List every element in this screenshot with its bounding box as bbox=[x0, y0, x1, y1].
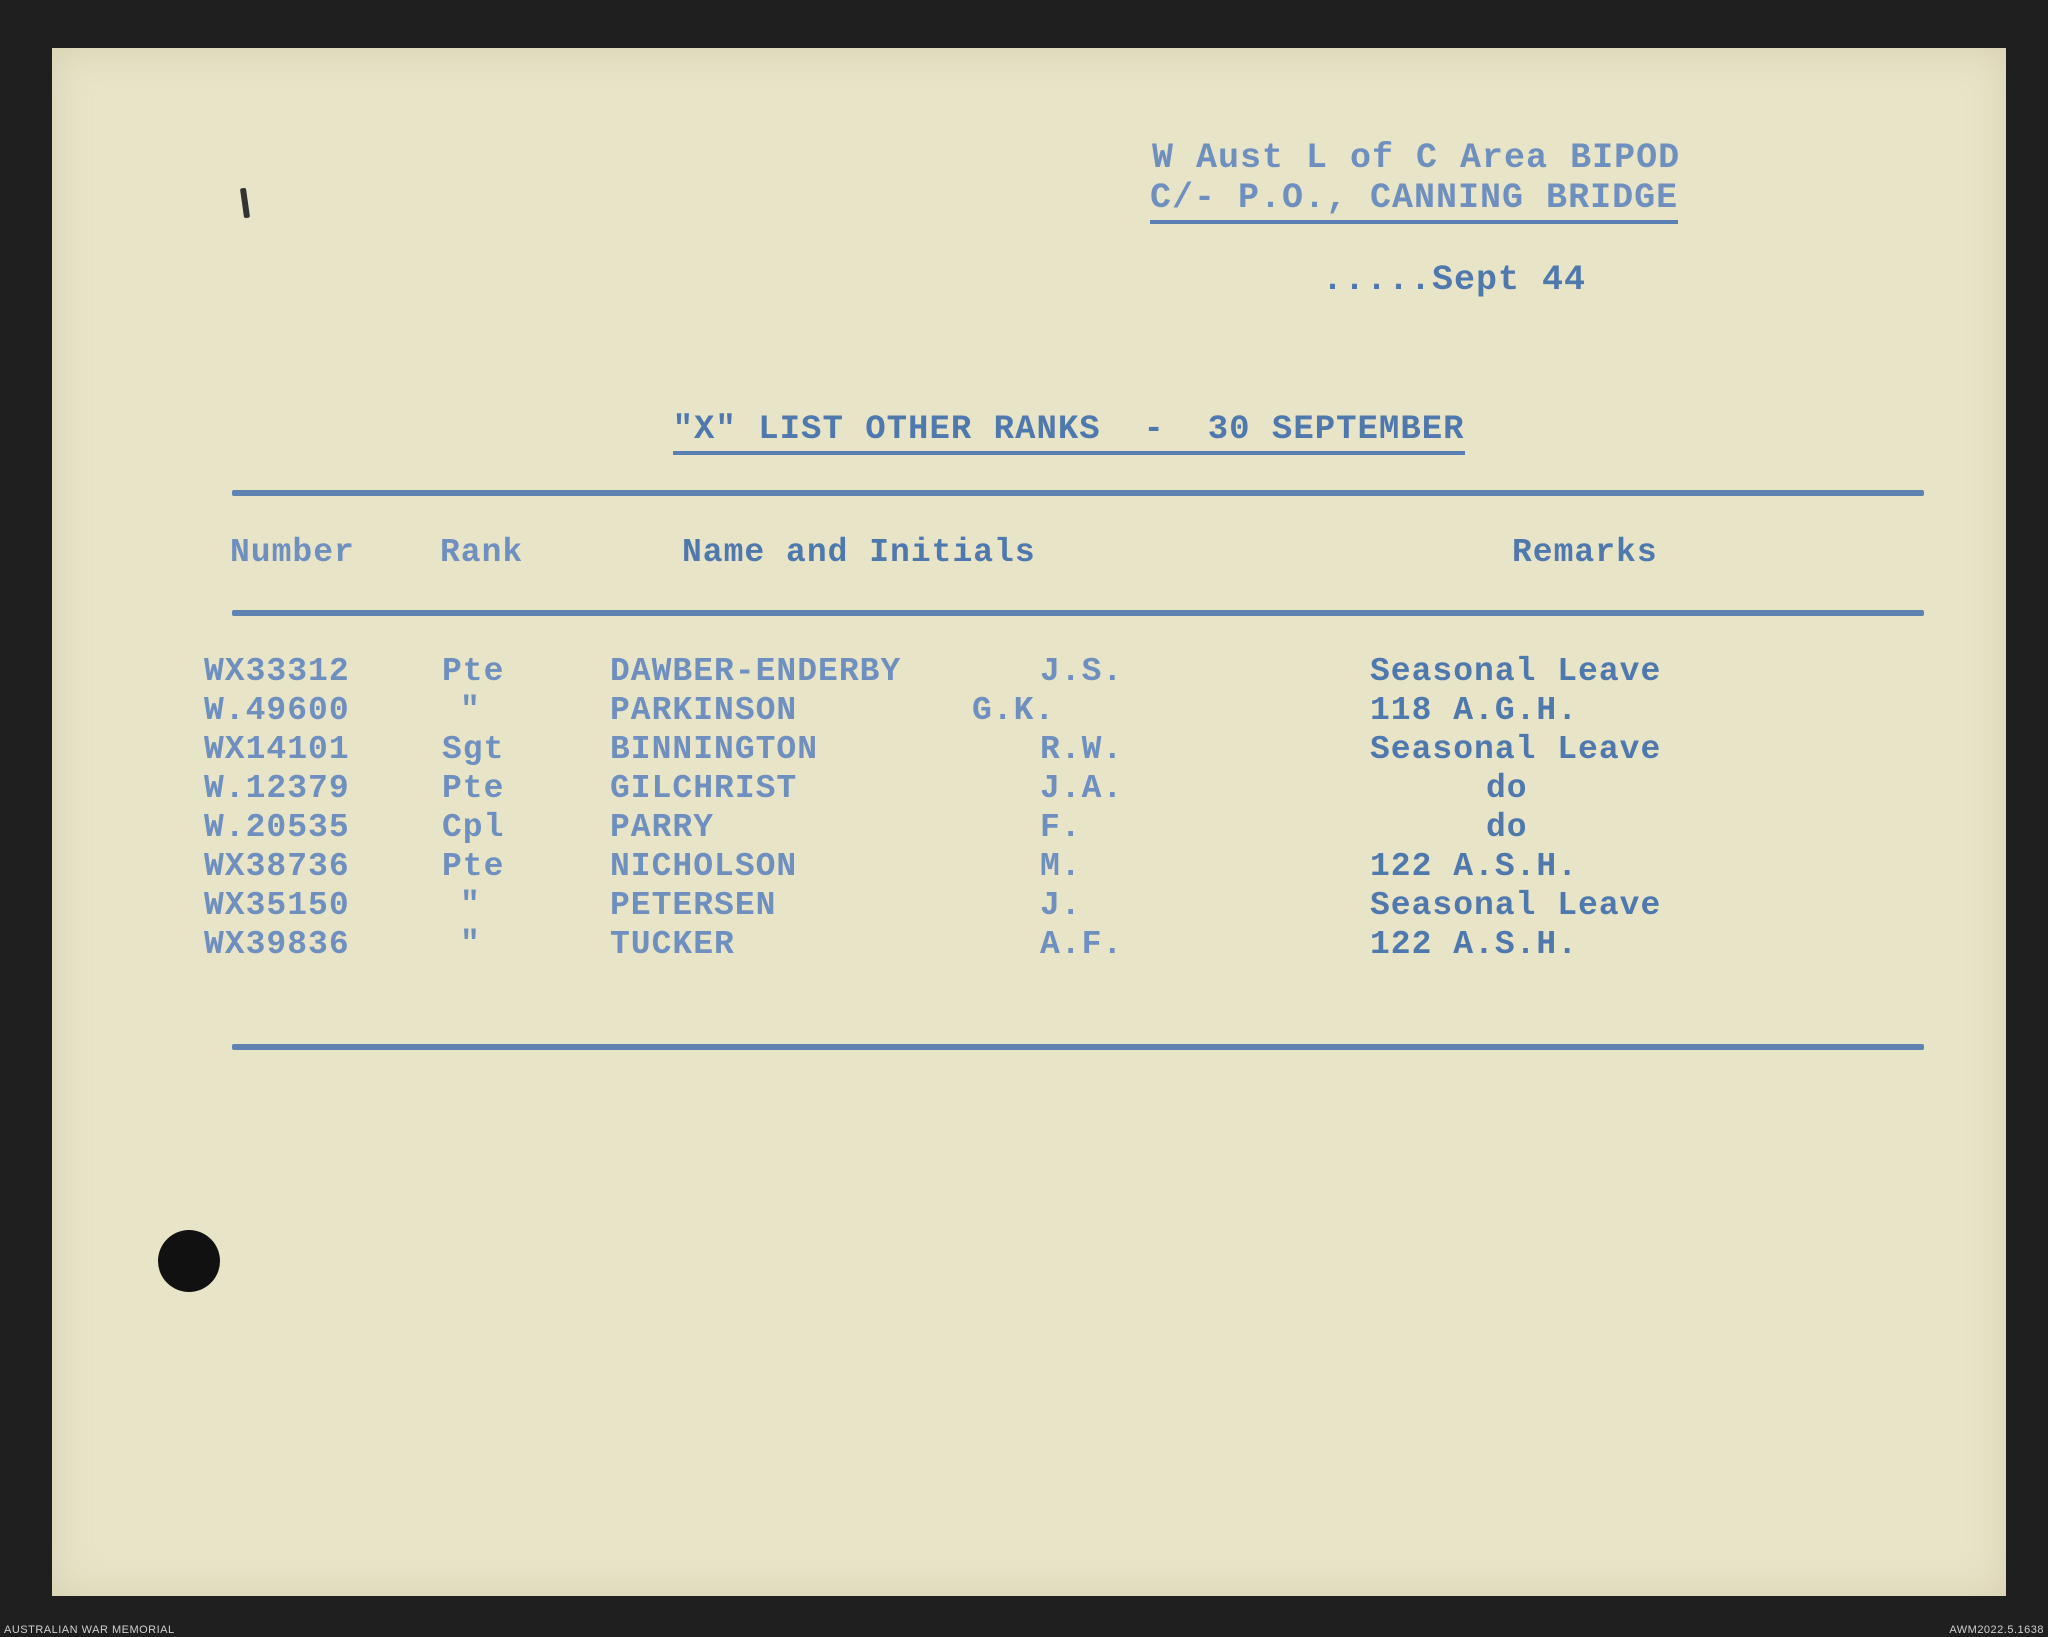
header-rule bbox=[232, 610, 1924, 616]
cell-initials: J. bbox=[1040, 887, 1082, 924]
cell-number: W.12379 bbox=[204, 770, 350, 807]
cell-rank: Pte bbox=[442, 653, 505, 690]
column-header-name: Name and Initials bbox=[682, 534, 1036, 571]
top-rule bbox=[232, 490, 1924, 496]
cell-rank: " bbox=[460, 887, 481, 924]
cell-initials: J.A. bbox=[1040, 770, 1124, 807]
cell-initials: F. bbox=[1040, 809, 1082, 846]
cell-remarks: do bbox=[1486, 770, 1528, 807]
cell-remarks: Seasonal Leave bbox=[1370, 887, 1662, 924]
cell-initials: G.K. bbox=[972, 692, 1056, 729]
cell-rank: " bbox=[460, 926, 481, 963]
unit-line: W Aust L of C Area BIPOD bbox=[1152, 138, 1681, 178]
title-text: "X" LIST OTHER RANKS - 30 SEPTEMBER bbox=[673, 411, 1465, 455]
cell-rank: Pte bbox=[442, 848, 505, 885]
staple-mark bbox=[240, 188, 250, 219]
address-text: C/- P.O., CANNING BRIDGE bbox=[1150, 178, 1678, 224]
cell-number: WX14101 bbox=[204, 731, 350, 768]
punch-hole bbox=[158, 1230, 220, 1292]
document-title bbox=[587, 373, 1465, 487]
cell-surname: TUCKER bbox=[610, 926, 735, 963]
cell-rank: Sgt bbox=[442, 731, 505, 768]
bottom-rule bbox=[232, 1044, 1924, 1050]
cell-number: W.20535 bbox=[204, 809, 350, 846]
date-line: .....Sept 44 bbox=[1322, 260, 1587, 300]
cell-rank: " bbox=[460, 692, 481, 729]
cell-remarks: Seasonal Leave bbox=[1370, 653, 1662, 690]
column-header-remarks: Remarks bbox=[1512, 534, 1658, 571]
cell-initials: A.F. bbox=[1040, 926, 1124, 963]
cell-number: WX38736 bbox=[204, 848, 350, 885]
cell-surname: GILCHRIST bbox=[610, 770, 798, 807]
cell-initials: M. bbox=[1040, 848, 1082, 885]
cell-surname: BINNINGTON bbox=[610, 731, 819, 768]
column-header-rank: Rank bbox=[440, 534, 524, 571]
cell-remarks: 118 A.G.H. bbox=[1370, 692, 1579, 729]
cell-initials: R.W. bbox=[1040, 731, 1124, 768]
cell-surname: PETERSEN bbox=[610, 887, 777, 924]
cell-surname: PARRY bbox=[610, 809, 715, 846]
cell-surname: NICHOLSON bbox=[610, 848, 798, 885]
footer-accession: AWM2022.5.1638 bbox=[1949, 1624, 2044, 1636]
cell-remarks: 122 A.S.H. bbox=[1370, 848, 1579, 885]
column-header-number: Number bbox=[230, 534, 355, 571]
cell-number: WX33312 bbox=[204, 653, 350, 690]
cell-number: W.49600 bbox=[204, 692, 350, 729]
cell-remarks: do bbox=[1486, 809, 1528, 846]
cell-rank: Pte bbox=[442, 770, 505, 807]
cell-surname: PARKINSON bbox=[610, 692, 798, 729]
address-line bbox=[1150, 178, 1678, 218]
cell-rank: Cpl bbox=[442, 809, 505, 846]
cell-remarks: Seasonal Leave bbox=[1370, 731, 1662, 768]
cell-initials: J.S. bbox=[1040, 653, 1124, 690]
cell-number: WX39836 bbox=[204, 926, 350, 963]
cell-remarks: 122 A.S.H. bbox=[1370, 926, 1579, 963]
footer-credit: AUSTRALIAN WAR MEMORIAL bbox=[4, 1624, 175, 1636]
document-page bbox=[52, 48, 2006, 1596]
cell-surname: DAWBER-ENDERBY bbox=[610, 653, 902, 690]
cell-number: WX35150 bbox=[204, 887, 350, 924]
